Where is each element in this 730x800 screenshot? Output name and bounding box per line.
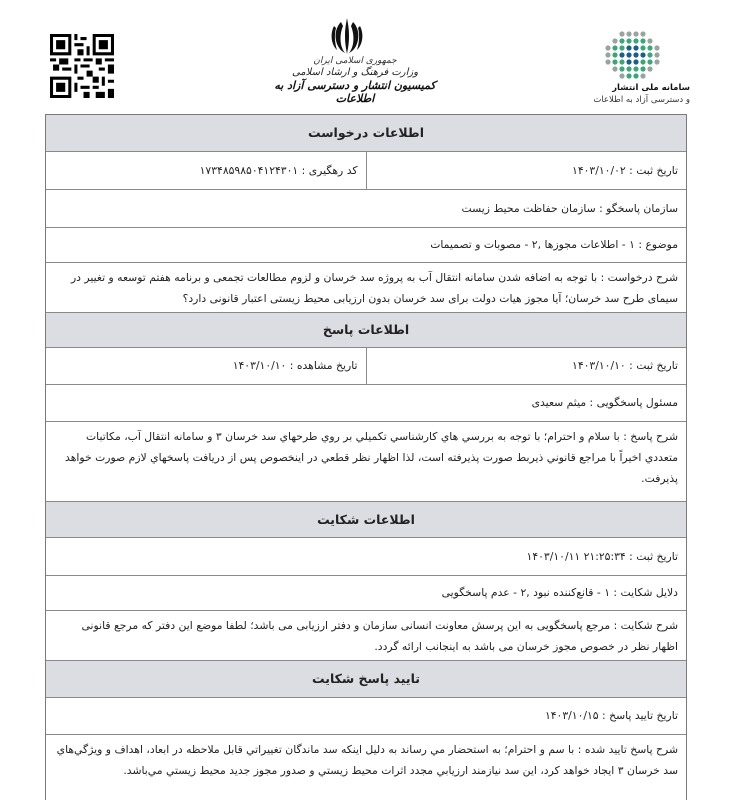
request-description: شرح درخواست : با توجه به اضافه شدن سامانه انتقال آب به پروژه سد خرسان و لزوم مطالعات تجمعی و برنامه هفتم توسعه و تغییر در سیمای طرح سد خرسان؛ آیا مجوز هیات دولت برای سد خرسان بدون ارزیابی محیط زیستی اعتبار قانونی دارد؟ [70,271,678,305]
request-tracking-code: کد رهگیری : ۱۷۳۴۸۵۹۸۵۰۴۱۲۴۳۰۱ [46,152,367,189]
complaint-description-row [46,610,686,660]
response-description-row [46,421,686,501]
confirm-section-title: تایید پاسخ شکایت [46,661,686,697]
response-reg-date: تاریخ ثبت : ۱۴۰۳/۱۰/۱۰ [572,359,678,372]
confirm-section-header [46,660,686,697]
iran-emblem-icon [329,14,365,58]
response-section-header [46,312,686,347]
complaint-section-header [46,501,686,537]
complaint-reasons: دلایل شکایت : ۱ - قانع‌کننده نبود ,۲ - عدم پاسخگویی [441,586,678,599]
complaint-reg-date: تاریخ ثبت : ۲۱:۲۵:۳۴ ۱۴۰۳/۱۰/۱۱ [526,549,678,563]
portal-subtitle: و دسترسی آزاد به اطلاعات [593,95,690,105]
portal-logo-icon [604,30,662,80]
request-subject: موضوع : ۱ - اطلاعات مجوزها ,۲ - مصوبات و تصمیمات [430,238,678,251]
response-officer-row [46,384,686,421]
country-name: جمهوری اسلامی ایران [313,56,397,66]
confirm-description: شرح پاسخ تایید شده : با سم و احترام؛ به استحضار مي رساند به دليل اينكه سد ماندگان تغييراتي قابل ملاحظه در ابعاد، اهداف و ويژگي‌هاي سد خرسان ۳ ايجاد خواهد كرد، اين سد نيازمند ارزيابي مجدد اثرات محيط زيستي و صدور مجوز جديد محيط زيستي مي‌باشد. [56,743,678,777]
request-section-header [46,115,686,151]
portal-name [580,82,690,106]
ministry-title [260,56,450,105]
request-reg-date: تاریخ ثبت : ۱۴۰۳/۱۰/۰۲ [572,163,678,177]
complaint-description: شرح شکایت : مرجع پاسخگویی به این پرسش معاونت انسانی سازمان و دفتر ارزیابی می باشد؛ لطفا موضع این دفتر که مرجع قانونی اظهار نظر در خصوص مجوز خرسان می باشد به اینجانب ارائه گردد. [81,619,678,653]
request-dates-row [46,151,686,189]
commission-name: کمیسیون انتشار و دسترسی آزاد به اطلاعات [274,79,436,105]
complaint-date-row [46,537,686,575]
response-description: شرح پاسخ : با سلام و احترام؛ با توجه به بررسي هاي كارشناسي تكميلي بر روي طرحهاي سد خرسان ۳ و سامانه انتقال آب، مكاتبات متعددي اخيراً با مراجع قانوني ذيربط صورت پذيرفته است، لذا اظهار نظر قطعي در اينخصوص پس از دريافت پاسخهاي لازم صورت خواهد پذيرفت. [65,430,678,485]
complaint-section-title: اطلاعات شکایت [46,502,686,537]
response-view-date: تاریخ مشاهده : ۱۴۰۳/۱۰/۱۰ [46,348,367,384]
portal-title: سامانه ملی انتشار [612,83,690,93]
request-section-title: اطلاعات درخواست [46,115,686,151]
request-org: سازمان پاسخگو : سازمان حفاظت محیط زیست [461,201,678,215]
confirm-description-row [46,734,686,800]
response-section-title: اطلاعات پاسخ [46,313,686,347]
request-org-row [46,189,686,227]
complaint-reasons-row [46,575,686,610]
qr-code-icon [50,34,114,98]
ministry-name: وزارت فرهنگ و ارشاد اسلامی [291,67,419,78]
info-table [45,114,687,800]
confirm-date: تاریخ تایید پاسخ : ۱۴۰۳/۱۰/۱۵ [544,709,678,722]
confirm-date-row [46,697,686,734]
response-officer: مسئول پاسخگویی : میثم سعیدی [531,396,678,409]
request-description-row [46,262,686,312]
request-subject-row [46,227,686,262]
response-dates-row [46,347,686,384]
page-header [0,0,730,112]
